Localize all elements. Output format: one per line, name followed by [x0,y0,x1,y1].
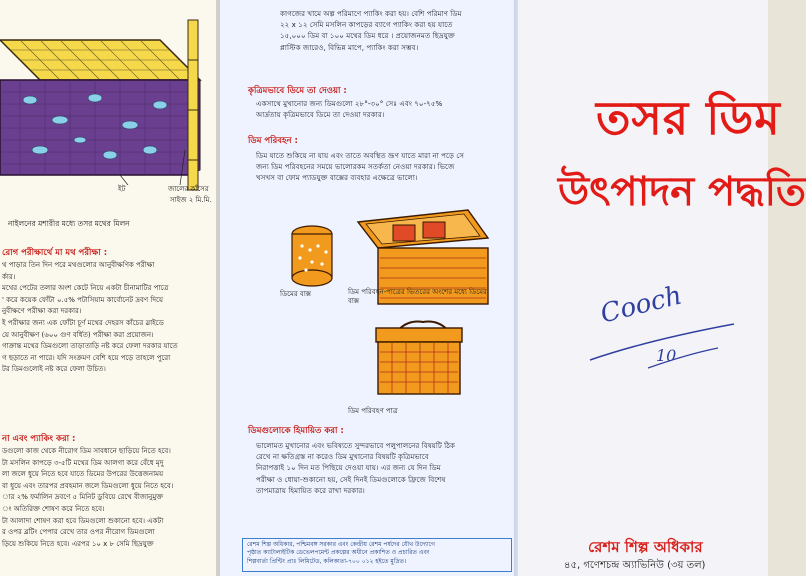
text-line: ার ২% ফর্মালিন দ্রবণে ৫ মিনিট ডুবিয়ে রেখে বীজানুমুক্ত [2,493,164,502]
text-line: রেখে না ক্ষতিগ্রস্ত না করেও ডিম মুখানোর বিষয়টি কৃত্রিমভাবে [256,452,429,462]
text-line: ' করে কয়েক ফোঁটা ০.৫% পটাসিয়াম কার্বোনেট দ্রবণ দিয়ে [2,295,163,304]
section-heading: না এবং প্যাকিং করা : [2,434,76,444]
text-line: জন্য ডিম পরিবহনের সময়ে ভালোরকম সতর্কতা নেওয়া দরকার। ভিজে [256,162,455,172]
organization-name: রেশম শিল্প অধিকার [588,538,703,556]
text-line: য়ে আনুবীক্ষণ (৬০০ গুণ বর্ধিত) পরীক্ষা করা প্রয়োজন। [2,330,154,339]
text-line: ২২ x ১২ সেমি মসলিন কাপড়ের ব্যাগে প্যাকিং করা হয় যাতে [280,20,453,30]
text-line: ভালোমত মুখানোর এবং ভবিষ্যতে সুন্দরভাবে পলুপালনের বিষয়টি ঠিক [256,441,456,450]
left-panel [0,0,220,576]
text-line: ড়িয়ে শুকিয়ে নিতে হবে। এরপর ১০ x ৮ সেমি ছিদ্রযুক্ত [2,539,154,548]
text-line: ডিম যাতে শুকিয়ে না যায় এবং তাতে অবস্থিত ভ্রূণ যাতে মারা না পড়ে সে [256,151,464,160]
text-line: টা আলাদা শোষণ করা হবে ডিমগুলো শুকানো হবে। একটা [2,516,164,525]
text-line: টা মসলিন কাপড়ে ৩-৫টি মথের ডিম আলগা করে বেঁধে মৃদু [2,458,164,467]
text-line: শিল্পবার্তা প্রিন্টিং প্রাঃ লিমিটেড, কলিকাতা-৭০০ ০১২ হইতে মুদ্রিত। [247,557,407,565]
text-line: গ ছড়াতে না পারে। যদি সংক্রমণ বেশি হয়ে পড়ে তাহলে পুরো [2,353,171,362]
heading-transport: ডিম পরিবহন : [248,136,298,146]
handwritten-number: 10 [656,346,677,365]
text-line: কাগজের খামে অল্প পরিমাণে প্যাকিং করা হয়। বেশি পরিমাণ ডিম [280,9,462,18]
text-line: পৃষ্ঠাত ক্যাটালাইটিক ডেভেলপমেন্ট প্রকল্পের অধীনে প্রকাশিত ও প্রচারিত এবং [247,549,430,557]
refrigeration-paragraph [256,440,538,496]
text-line: ১৫,০০০ ডিম বা ১০০ মথের ডিম ধরে । প্রয়োজনমত ছিদ্রযুক্ত [280,31,455,41]
text-line: র্কার। [2,272,16,281]
text-line: রেশম শিল্প অধিকার, পশ্চিমবঙ্গ সরকার এবং কেন্দ্রীয় রেশম পর্ষদের যৌথ উদ্যোগে [247,541,435,548]
label-egg-box: ডিমের বাক্স [280,290,311,298]
brick-label: ইট [118,185,126,193]
text-line: মথের পেটের তলার অংশ কেটে নিয়ে একটা চীনামাটির পাত্রে [2,284,169,293]
transport-paragraph [256,150,538,184]
text-line: থ পাড়ার তিন দিন পরে মথগুলোর আনুবীক্ষণিক পরীক্ষা [2,261,155,269]
label-inner-box: ডিম পরিবহন-পাত্রের ভিতরের অংশের মধ্যে ডিমের বাক্স [348,288,487,305]
egg-box-drawing [292,226,332,286]
handwritten-annotation: Cooch [597,280,685,330]
mesh-label: সাইজ ২ মি.মি. [170,196,212,204]
incubation-paragraph [256,98,538,120]
section-heading: রোগ পরীক্ষার্থে মা মথ পরীক্ষা : [2,248,108,258]
text-line: ই পরীক্ষার জন্য এক ফোঁটা চূর্ণ মথের দেহরস কাঁচের স্লাইডে [2,318,164,327]
cover-title-line1: তসর ডিম [596,91,781,145]
label-transport-box: ডিম পরিবহণ পাত্র [348,407,398,415]
text-line: প্লাস্টিক জারেও, বিভিন্ন মাপে, প্যাকিং করা সম্ভব। [280,42,419,52]
text-line: টর ডিমগুলোই নষ্ট করে ফেলা উচিত। [2,365,106,374]
text-line: র ওপর ব্লটিং পেপার রেখে তার ওপর নীরোগ ডিমগুলো [2,528,155,537]
heading-refrigeration: ডিমগুলোকে হিমায়িত করা : [248,426,344,436]
text-line: আর্দ্রতায় কৃত্রিমভাবে ডিমে তা দেওয়া দরকার। [256,110,385,120]
text-line: বা ধুয়ে এবং তারপর প্রবহমান জলে ডিমগুলো ধুয়ে নিতে হবে। [2,481,174,490]
text-line: পরীক্ষা ও ধোয়া-শুকানো হয়, সেই দিনই ডিমগুলোকে ফ্রিজে বিশেষ [256,474,446,484]
section-body [2,446,217,550]
net-label: জালের কাঁসের [168,185,209,193]
cover-title-line2: উৎপাদন পদ্ধতি [558,168,806,215]
publisher-footer [242,538,512,572]
text-line: ডগুলো কাজ থেকে নীরোগ ডিম সাবধানে ছাড়িয়ে নিতে হবে। [2,447,171,455]
heading-incubation: কৃত্রিমভাবে ডিমে তা দেওয়া : [248,86,347,96]
text-line: খসখস বা ফোম প্যাডযুক্ত বাক্সের ব্যবহার এক্ষেত্রে ভালো। [256,173,418,183]
handwritten-underline [588,320,738,370]
transport-box-closed-drawing [376,322,462,394]
text-line: ং অতিরিক্ত শোষণ করে নিতে হবে। [2,504,105,513]
text-line: নুবীক্ষণে পরীক্ষা করা দরকার। [2,307,82,316]
text-line: তাপমাত্রায় হিমায়িত করে রাখা দরকার। [256,485,365,495]
text-line: একসাথে মুখানোর জন্য ডিমগুলো ২৮°-৩০° সেঃ এবং ৭০-৭৫% [256,99,443,108]
cover-panel [518,0,806,576]
section-body [2,260,217,376]
middle-panel [220,0,518,576]
text-line: নিরাপত্তাই ১০ দিন মত পিছিয়ে দেওয়া যায়। এর জন্য যে দিন ডিম [256,463,441,473]
organization-address: ৪৫, গণেশচন্দ্র অ্যাভিনিউ (৩য় তল) [564,560,706,571]
text-line: গাক্রান্ত মথের ডিমগুলো তাড়াতাড়ি নষ্ট করে ফেলা দরকার যাতে [2,342,178,351]
text-line: লা জলে ধুয়ে নিতে হবে যাতে ডিমের উপরের উত্তেজনাময় [2,470,164,479]
illustration-caption: নাইলনের মশারীর মধ্যে তসর মথের মিলন [8,219,130,228]
